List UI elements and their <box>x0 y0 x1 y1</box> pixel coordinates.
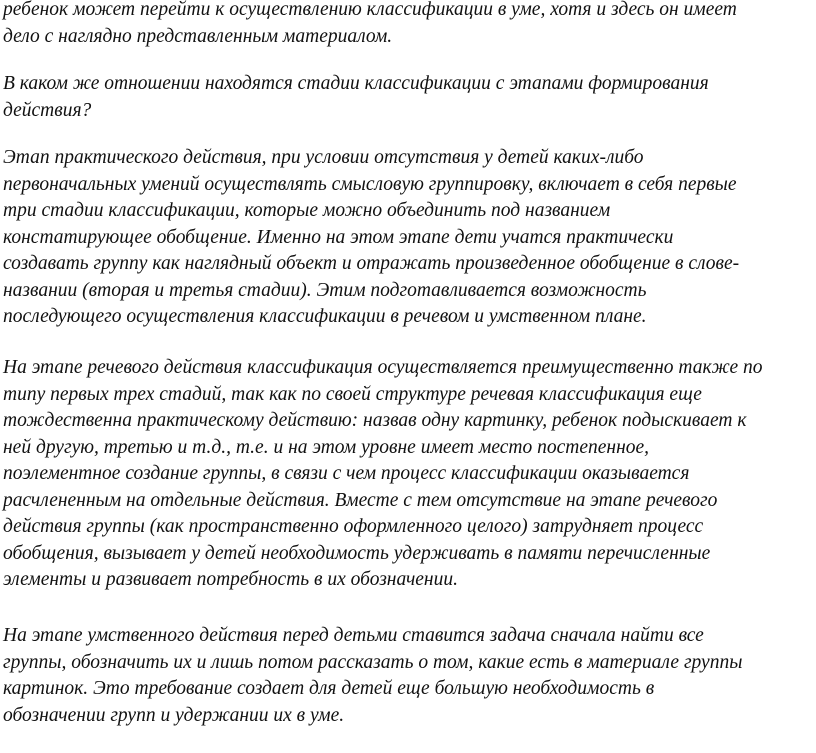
text-line: ребенок может перейти к осуществлению классификации в уме, хотя и здесь он имеет <box>3 0 737 20</box>
text-line: действия группы (как пространственно оформленного целого) затрудняет процесс <box>3 516 704 537</box>
paragraph-speech-action <box>3 355 763 594</box>
text-line: Этап практического действия, при условии отсутствия у детей каких-либо <box>3 147 644 168</box>
text-line: группы, обозначить их и лишь потом рассказать о том, какие есть в материале группы <box>3 651 743 673</box>
text-line: действия? <box>3 99 92 121</box>
text-line: расчлененным на отдельные действия. Вместе с тем отсутствие на этапе речевого <box>3 489 718 511</box>
text-line: элементы и развивает потребность в их обозначении. <box>3 569 458 590</box>
text-line: констатирующее обобщение. Именно на этом этапе дети учатся практически <box>3 226 674 248</box>
paragraph-practical-action <box>3 145 739 331</box>
text-line: три стадии классификации, которые можно объединить под названием <box>3 200 611 221</box>
text-line: последующего осуществления классификации в речевом и умственном плане. <box>3 306 647 327</box>
text-line: обозначении групп и удержании их в уме. <box>3 704 345 726</box>
text-line: названии (вторая и третья стадии). Этим подготавливается возможность <box>3 279 647 301</box>
paragraph-mental-action <box>3 623 742 729</box>
text-line: создавать группу как наглядный объект и отражать произведенное обобщение в слове- <box>3 253 740 274</box>
paragraph-question <box>3 71 709 124</box>
text-line: дело с наглядно представленным материалом. <box>3 25 393 47</box>
text-line: В каком же отношении находятся стадии классификации с этапами формирования <box>3 73 709 94</box>
text-line: ней другую, третью и т.д., т.е. и на этом уровне имеет место постепенное, <box>3 436 650 458</box>
paragraph-classification-in-mind <box>3 0 737 50</box>
text-line: поэлементное создание группы, в связи с чем процесс классификации оказывается <box>3 463 690 484</box>
text-line: На этапе умственного действия перед детьми ставится задача сначала найти все <box>3 625 704 646</box>
text-line: тождественна практическому действию: назвав одну картинку, ребенок подыскивает к <box>3 410 747 431</box>
text-line: На этапе речевого действия классификация осуществляется преимущественно также по <box>3 357 763 378</box>
text-line: обобщения, вызывает у детей необходимость удерживать в памяти перечисленные <box>3 542 711 564</box>
text-line: первоначальных умений осуществлять смысловую группировку, включает в себя первые <box>3 173 737 195</box>
text-line: картинок. Это требование создает для детей еще большую необходимость в <box>3 678 655 699</box>
text-line: типу первых трех стадий, так как по своей структуре речевая классификация еще <box>3 383 702 405</box>
